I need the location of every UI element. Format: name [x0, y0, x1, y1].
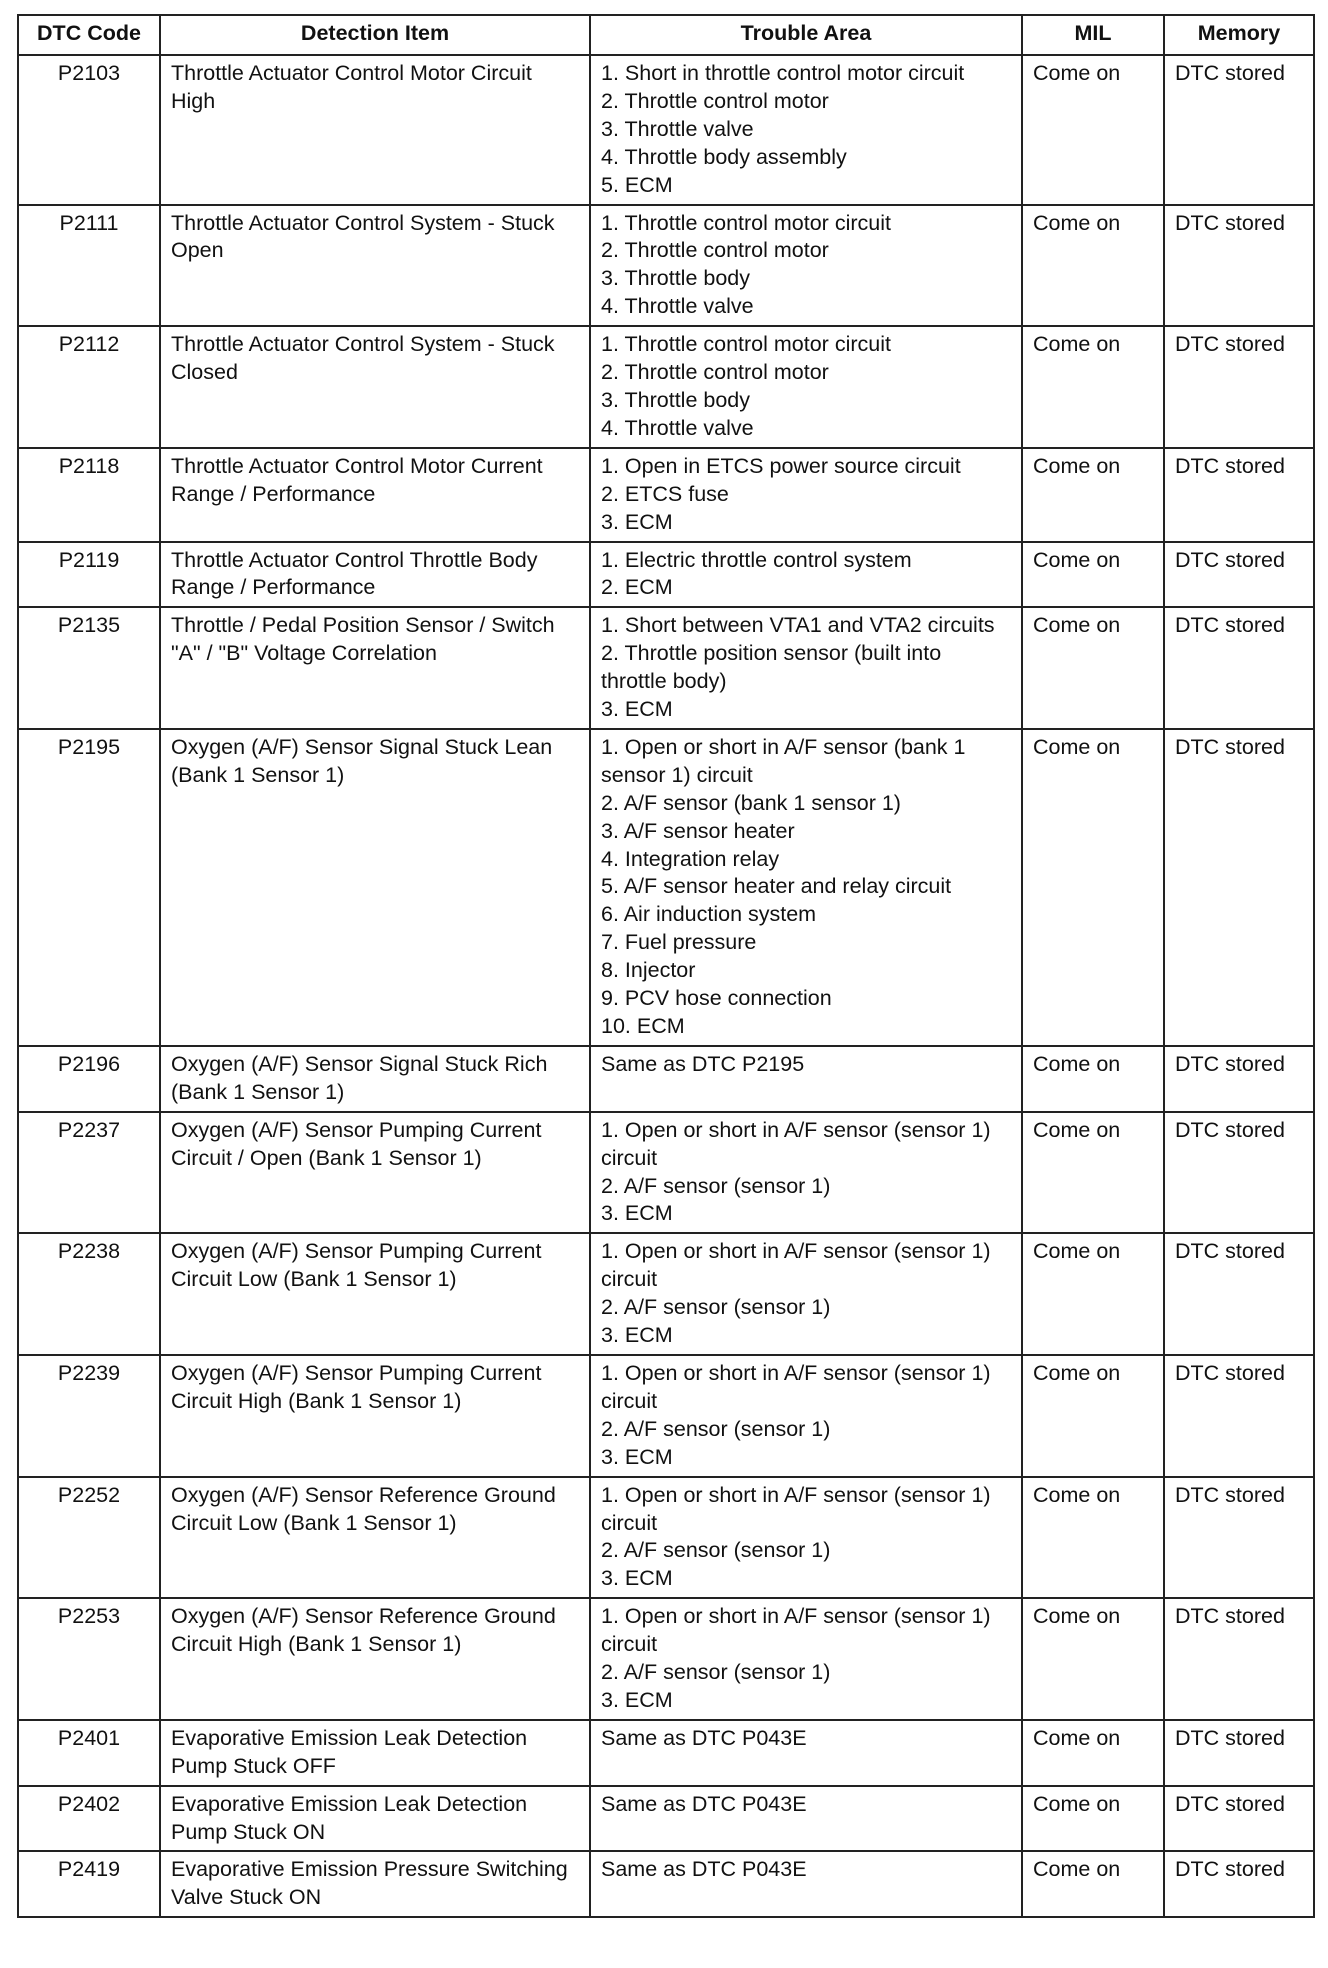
trouble-area-line: 4. Throttle body assembly [601, 144, 847, 169]
header-memory: Memory [1164, 15, 1314, 55]
trouble-area-line: 2. A/F sensor (sensor 1) [601, 1416, 831, 1441]
mil-cell: Come on [1022, 55, 1164, 205]
table-row [18, 1046, 1314, 1112]
detection-item-cell: Evaporative Emission Leak Detection Pump Stuck OFF [160, 1720, 590, 1786]
header-dtc-code: DTC Code [18, 15, 160, 55]
table-row [18, 448, 1314, 542]
detection-item-cell: Oxygen (A/F) Sensor Signal Stuck Lean (Bank 1 Sensor 1) [160, 729, 590, 1046]
trouble-area-line: 1. Throttle control motor circuit [601, 210, 891, 235]
dtc-code-cell: P2252 [18, 1477, 160, 1599]
trouble-area-cell [590, 542, 1022, 608]
table-row [18, 1112, 1314, 1234]
dtc-code-cell: P2111 [18, 205, 160, 327]
detection-item-cell: Evaporative Emission Leak Detection Pump Stuck ON [160, 1786, 590, 1852]
table-row [18, 326, 1314, 448]
trouble-area-line: 5. A/F sensor heater and relay circuit [601, 874, 952, 899]
trouble-area-line: 4. Throttle valve [601, 294, 754, 319]
trouble-area-line: 2. A/F sensor (sensor 1) [601, 1660, 831, 1685]
table-row [18, 1477, 1314, 1599]
mil-cell: Come on [1022, 1720, 1164, 1786]
trouble-area-line: 2. ECM [601, 575, 673, 600]
dtc-code-cell: P2402 [18, 1786, 160, 1852]
trouble-area-line: Same as DTC P043E [601, 1725, 807, 1750]
trouble-area-line: 2. A/F sensor (sensor 1) [601, 1538, 831, 1563]
dtc-code-cell: P2237 [18, 1112, 160, 1234]
header-mil: MIL [1022, 15, 1164, 55]
mil-cell: Come on [1022, 542, 1164, 608]
trouble-area-line: 3. A/F sensor heater [601, 818, 795, 843]
memory-cell: DTC stored [1164, 729, 1314, 1046]
trouble-area-line: Same as DTC P043E [601, 1857, 807, 1882]
trouble-area-line: 3. Throttle valve [601, 116, 754, 141]
trouble-area-line: 2. Throttle position sensor (built into throttle body) [601, 641, 942, 694]
memory-cell: DTC stored [1164, 1598, 1314, 1720]
table-row [18, 205, 1314, 327]
memory-cell: DTC stored [1164, 1786, 1314, 1852]
trouble-area-line: 9. PCV hose connection [601, 986, 832, 1011]
trouble-area-line: 3. ECM [601, 1323, 673, 1348]
header-detection-item: Detection Item [160, 15, 590, 55]
table-row [18, 55, 1314, 205]
dtc-table [17, 14, 1315, 1918]
table-row [18, 1786, 1314, 1852]
memory-cell: DTC stored [1164, 542, 1314, 608]
table-header [18, 15, 1314, 55]
dtc-code-cell: P2238 [18, 1233, 160, 1355]
trouble-area-line: 6. Air induction system [601, 902, 817, 927]
detection-item-cell: Oxygen (A/F) Sensor Pumping Current Circuit / Open (Bank 1 Sensor 1) [160, 1112, 590, 1234]
detection-item-cell: Throttle Actuator Control Motor Circuit High [160, 55, 590, 205]
dtc-code-cell: P2118 [18, 448, 160, 542]
memory-cell: DTC stored [1164, 205, 1314, 327]
trouble-area-line: 2. ETCS fuse [601, 481, 729, 506]
table-row [18, 1720, 1314, 1786]
table-row [18, 729, 1314, 1046]
trouble-area-line: Same as DTC P2195 [601, 1051, 805, 1076]
trouble-area-line: 1. Open or short in A/F sensor (sensor 1) circuit [601, 1360, 991, 1413]
trouble-area-line: 1. Open or short in A/F sensor (bank 1 sensor 1) circuit [601, 734, 966, 787]
trouble-area-line: 4. Throttle valve [601, 415, 754, 440]
header-row [18, 15, 1314, 55]
trouble-area-line: 2. Throttle control motor [601, 238, 829, 263]
trouble-area-cell [590, 1720, 1022, 1786]
mil-cell: Come on [1022, 326, 1164, 448]
trouble-area-line: 1. Open or short in A/F sensor (sensor 1) circuit [601, 1604, 991, 1657]
trouble-area-line: 1. Throttle control motor circuit [601, 332, 891, 357]
trouble-area-line: 3. Throttle body [601, 387, 750, 412]
mil-cell: Come on [1022, 1112, 1164, 1234]
detection-item-cell: Oxygen (A/F) Sensor Signal Stuck Rich (Bank 1 Sensor 1) [160, 1046, 590, 1112]
memory-cell: DTC stored [1164, 607, 1314, 729]
trouble-area-cell [590, 326, 1022, 448]
memory-cell: DTC stored [1164, 326, 1314, 448]
detection-item-cell: Throttle Actuator Control System - Stuck Closed [160, 326, 590, 448]
trouble-area-line: 5. ECM [601, 172, 673, 197]
trouble-area-line: 8. Injector [601, 958, 696, 983]
mil-cell: Come on [1022, 448, 1164, 542]
memory-cell: DTC stored [1164, 55, 1314, 205]
trouble-area-cell [590, 1046, 1022, 1112]
trouble-area-line: 3. ECM [601, 509, 673, 534]
trouble-area-cell [590, 205, 1022, 327]
detection-item-cell: Throttle Actuator Control Throttle Body Range / Performance [160, 542, 590, 608]
mil-cell: Come on [1022, 1046, 1164, 1112]
trouble-area-line: 1. Open in ETCS power source circuit [601, 453, 961, 478]
detection-item-cell: Oxygen (A/F) Sensor Reference Ground Circuit Low (Bank 1 Sensor 1) [160, 1477, 590, 1599]
trouble-area-line: 3. ECM [601, 697, 673, 722]
trouble-area-line: 2. A/F sensor (sensor 1) [601, 1295, 831, 1320]
mil-cell: Come on [1022, 1233, 1164, 1355]
dtc-code-cell: P2196 [18, 1046, 160, 1112]
trouble-area-cell [590, 607, 1022, 729]
detection-item-cell: Oxygen (A/F) Sensor Reference Ground Circuit High (Bank 1 Sensor 1) [160, 1598, 590, 1720]
trouble-area-cell [590, 55, 1022, 205]
trouble-area-cell [590, 1786, 1022, 1852]
dtc-code-cell: P2103 [18, 55, 160, 205]
table-row [18, 1355, 1314, 1477]
trouble-area-line: 2. Throttle control motor [601, 88, 829, 113]
dtc-code-cell: P2135 [18, 607, 160, 729]
memory-cell: DTC stored [1164, 1112, 1314, 1234]
dtc-code-cell: P2239 [18, 1355, 160, 1477]
trouble-area-line: 1. Open or short in A/F sensor (sensor 1) circuit [601, 1482, 991, 1535]
mil-cell: Come on [1022, 1851, 1164, 1917]
memory-cell: DTC stored [1164, 1046, 1314, 1112]
trouble-area-line: Same as DTC P043E [601, 1791, 807, 1816]
mil-cell: Come on [1022, 607, 1164, 729]
trouble-area-line: 4. Integration relay [601, 846, 780, 871]
mil-cell: Come on [1022, 1355, 1164, 1477]
table-row [18, 607, 1314, 729]
detection-item-cell: Throttle / Pedal Position Sensor / Switch "A" / "B" Voltage Correlation [160, 607, 590, 729]
trouble-area-cell [590, 448, 1022, 542]
trouble-area-line: 1. Electric throttle control system [601, 547, 912, 572]
table-row [18, 1233, 1314, 1355]
table-row [18, 1851, 1314, 1917]
trouble-area-line: 7. Fuel pressure [601, 930, 757, 955]
trouble-area-cell [590, 1233, 1022, 1355]
trouble-area-line: 1. Open or short in A/F sensor (sensor 1) circuit [601, 1117, 991, 1170]
table-row [18, 542, 1314, 608]
trouble-area-line: 10. ECM [601, 1014, 685, 1038]
memory-cell: DTC stored [1164, 1355, 1314, 1477]
dtc-code-cell: P2419 [18, 1851, 160, 1917]
header-trouble-area: Trouble Area [590, 15, 1022, 55]
mil-cell: Come on [1022, 1598, 1164, 1720]
memory-cell: DTC stored [1164, 1851, 1314, 1917]
table-body [18, 55, 1314, 1917]
dtc-code-cell: P2119 [18, 542, 160, 608]
trouble-area-line: 2. A/F sensor (bank 1 sensor 1) [601, 790, 901, 815]
trouble-area-line: 1. Short between VTA1 and VTA2 circuits [601, 613, 995, 638]
dtc-code-cell: P2253 [18, 1598, 160, 1720]
dtc-code-cell: P2112 [18, 326, 160, 448]
trouble-area-cell [590, 1355, 1022, 1477]
trouble-area-line: 1. Short in throttle control motor circuit [601, 61, 965, 85]
detection-item-cell: Oxygen (A/F) Sensor Pumping Current Circuit Low (Bank 1 Sensor 1) [160, 1233, 590, 1355]
trouble-area-line: 2. A/F sensor (sensor 1) [601, 1173, 831, 1198]
trouble-area-line: 1. Open or short in A/F sensor (sensor 1) circuit [601, 1239, 991, 1292]
memory-cell: DTC stored [1164, 1477, 1314, 1599]
detection-item-cell: Throttle Actuator Control System - Stuck Open [160, 205, 590, 327]
trouble-area-cell [590, 1112, 1022, 1234]
trouble-area-line: 3. ECM [601, 1566, 673, 1591]
mil-cell: Come on [1022, 729, 1164, 1046]
trouble-area-line: 3. ECM [601, 1444, 673, 1469]
trouble-area-cell [590, 1598, 1022, 1720]
dtc-code-cell: P2195 [18, 729, 160, 1046]
memory-cell: DTC stored [1164, 1720, 1314, 1786]
trouble-area-cell [590, 729, 1022, 1046]
mil-cell: Come on [1022, 205, 1164, 327]
detection-item-cell: Evaporative Emission Pressure Switching Valve Stuck ON [160, 1851, 590, 1917]
trouble-area-line: 3. Throttle body [601, 266, 750, 291]
trouble-area-cell [590, 1477, 1022, 1599]
detection-item-cell: Throttle Actuator Control Motor Current Range / Performance [160, 448, 590, 542]
table-row [18, 1598, 1314, 1720]
mil-cell: Come on [1022, 1786, 1164, 1852]
trouble-area-line: 3. ECM [601, 1687, 673, 1712]
dtc-code-cell: P2401 [18, 1720, 160, 1786]
detection-item-cell: Oxygen (A/F) Sensor Pumping Current Circuit High (Bank 1 Sensor 1) [160, 1355, 590, 1477]
memory-cell: DTC stored [1164, 448, 1314, 542]
memory-cell: DTC stored [1164, 1233, 1314, 1355]
trouble-area-line: 3. ECM [601, 1201, 673, 1226]
mil-cell: Come on [1022, 1477, 1164, 1599]
trouble-area-cell [590, 1851, 1022, 1917]
trouble-area-line: 2. Throttle control motor [601, 360, 829, 385]
